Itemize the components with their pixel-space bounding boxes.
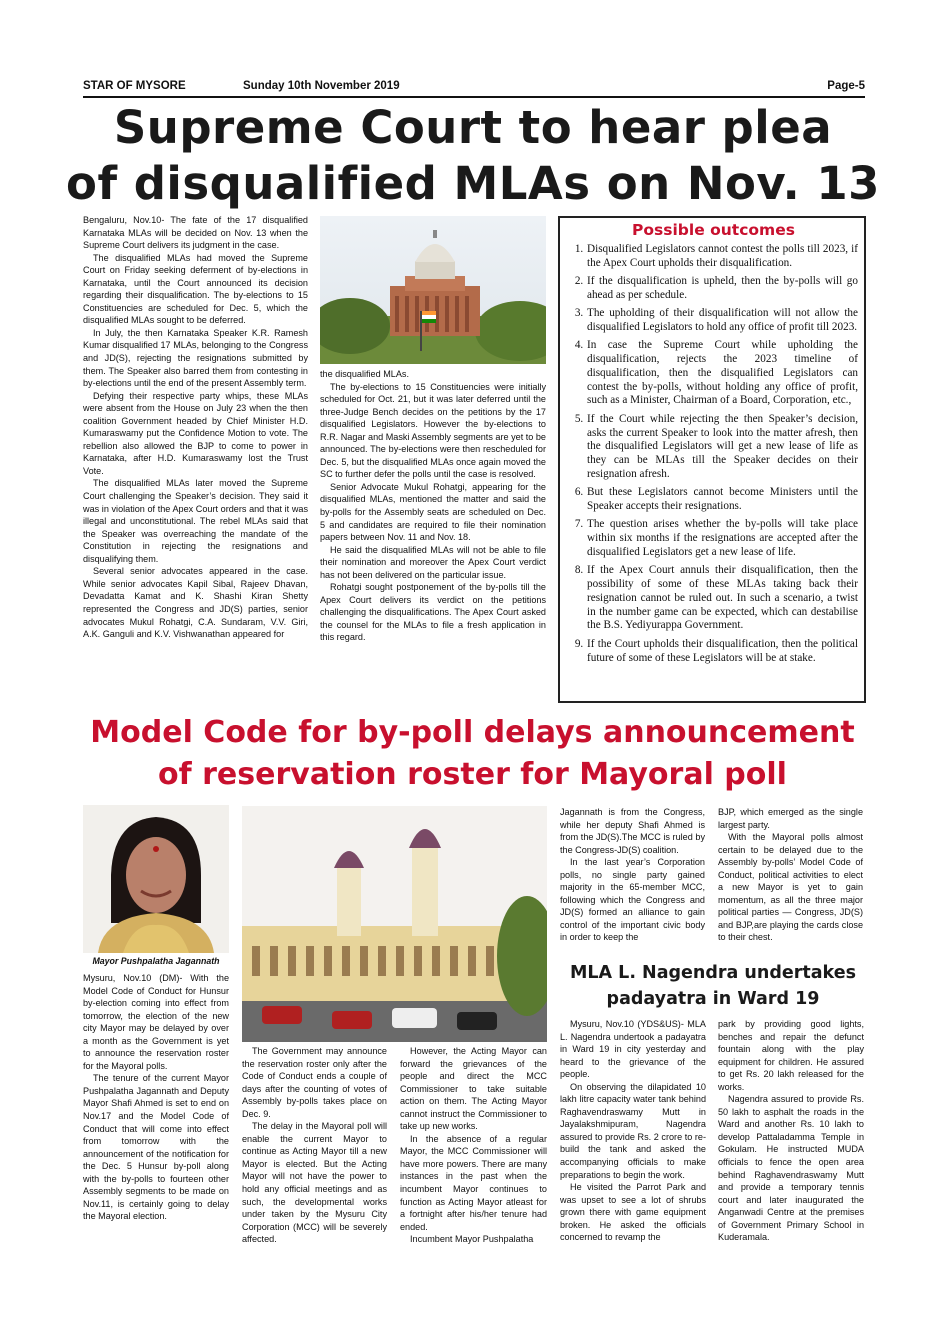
mayoral-story-column-1 <box>83 972 229 1272</box>
paragraph: The delay in the Mayoral poll will enable the current Mayor to continue as Acting Mayor till a new Mayor is elected. But the Acting Mayor will not have the power to hold any official meetings and as such, the developmental works under taken by the Mysuru City Corporation (MCC) will be severely affected. <box>242 1121 387 1245</box>
mayoral-story-column-4 <box>560 806 705 956</box>
paragraph: In July, the then Karnataka Speaker K.R. Ramesh Kumar disqualified 17 MLAs, belonging to the Congress and JD(S), rejecting the resignations submitted by them. The Speaker also barred them from contesting in by-elections until the end of the present Assembly term. <box>83 327 308 389</box>
outcome-item: 5. If the Court while rejecting the then Speaker’s decision, asks the current Speaker to look into the matter afresh, then the disqualified Legislators will get a new lease of life as they can be MLAs till the Speaker decides on their resignation afresh. <box>586 413 858 482</box>
padayatra-headline-line2: padayatra in Ward 19 <box>606 989 820 1009</box>
paragraph: Mysuru, Nov.10 (DM)- With the Model Code of Conduct for Hunsur by-election coming into effect from tomorrow, the election of the new city Mayor may be delayed by over a month as the Government is yet to announce the reservation roster for the Mayoral polls. <box>83 973 229 1071</box>
mayoral-poll-headline-line2: of reservation roster for Mayoral poll <box>158 757 787 792</box>
paragraph: the disqualified MLAs. <box>320 369 409 379</box>
mayor-photo-caption: Mayor Pushpalatha Jagannath <box>92 956 220 966</box>
main-headline-line2: of disqualified MLAs on Nov. 13 <box>66 157 880 210</box>
padayatra-story-column-1 <box>560 1018 706 1270</box>
mayoral-poll-headline <box>70 712 875 796</box>
paragraph: He said the disqualified MLAs will not be able to file their nomination and moreover the Apex Court verdict has not been delivered on the particular issue. <box>320 544 546 580</box>
paragraph: Senior Advocate Mukul Rohatgi, appearing for the disqualified MLAs, mentioned the matter and said the by-polls for the Assembly seats are scheduled on Dec. 5 and candidates are required to file their nomination papers between Nov. 11 and Nov. 18. <box>320 481 546 543</box>
paragraph: The Government may announce the reservation roster only after the Code of Conduct ends a couple of days after the counting of votes of Assembly by-polls takes place on Dec. 9. <box>242 1046 387 1119</box>
paragraph: Defying their respective party whips, these MLAs were absent from the House on July 23 when the then coalition Government headed by Chief Minister H.D. Kumaraswamy put the Confidence Motion to vote. The rebellion also allowed the BJP to come to power in Karnataka, after H.D. Kumaraswamy lost the Trust Vote. <box>83 390 308 476</box>
paper-name: STAR OF MYSORE <box>83 80 186 92</box>
outcome-item: 4. In case the Supreme Court while upholding the disqualification, rejects the 2023 timeline of disqualification, then the disqualified Legislators can contest the by-polls, without holding any office of profit, such as a Minister, Chairman of a Board, Corporation, etc., <box>586 339 858 408</box>
corporation-building-illustration <box>242 806 547 1042</box>
outcome-item: 1. Disqualified Legislators cannot contest the polls till 2023, if the Apex Court upholds their disqualification. <box>586 243 858 271</box>
padayatra-headline <box>555 960 871 1012</box>
paragraph: On observing the dilapidated 10 lakh litre capacity water tank behind Raghavendraswamy Mutt in Jayalakshmipuram, Nagendra assured to provide Rs. 2 crore to re-build the tank and asked the accompanying officials to make preparations to begin the work. <box>560 1081 706 1180</box>
page-number: Page-5 <box>827 80 865 92</box>
outcome-item: 7. The question arises whether the by-polls will take place within six months if the resignations are accepted after the disqualified Legislators get a new lease of life. <box>586 518 858 559</box>
outcome-item: 6. But these Legislators cannot become Ministers until the Speaker accepts their resignations. <box>586 486 858 514</box>
outcome-item: 9. If the Court upholds their disqualification, then the political future of some of these Legislators will be at stake. <box>586 638 858 666</box>
mayor-photo <box>83 805 229 953</box>
outcomes-list <box>569 243 858 665</box>
mayoral-poll-headline-line1: Model Code for by-poll delays announcement <box>90 715 855 750</box>
issue-date: Sunday 10th November 2019 <box>243 80 400 92</box>
paragraph: The tenure of the current Mayor Pushpalatha Jagannath and Deputy Mayor Shafi Ahmed is set to end on Nov.17 and the Model Code of Conduct that will come into effect from tomorrow with the announcement of the notification for the Dec. 5 Hunsur by-poll along with the by-polls to fourteen other Assembly segments to be made on Nov.11, is certainly going to delay the Mayoral election. <box>83 1073 229 1222</box>
paragraph: With the Mayoral polls almost certain to be delayed due to the Assembly by-polls’ Model Code of Conduct, political activities to elect a new Mayor is yet to gain momentum, as all the three major political parties — Congress, JD(S) and BJP,are playing the cards close to their chest. <box>718 832 863 943</box>
story1-column-2 <box>320 368 546 706</box>
main-headline <box>60 100 886 212</box>
outcome-item: 3. The upholding of their disqualification will not allow the disqualified Legislators to hold any office of profit till 2023. <box>586 307 858 335</box>
masthead-rule <box>83 96 865 98</box>
paragraph: Rohatgi sought postponement of the by-polls till the Apex Court delivers its verdict on the petitions challenging the disqualifications. The Apex Court asked the counsel for the MLAs to file a fresh application in this regard. <box>320 582 546 643</box>
paragraph: He visited the Parrot Park and was upset to see a lot of shrubs grown there with game equipment broken. He asked the officials concerned to revamp the <box>560 1182 706 1243</box>
story1-column-1 <box>83 214 308 704</box>
paragraph: In the absence of a regular Mayor, the MCC Commissioner will have more powers. There are many instances in the past when the incumbent Mayor continues to function as Acting Mayor atleast for a fortnight after his/her tenure had ended. <box>400 1133 547 1232</box>
paragraph: Jagannath is from the Congress, while her deputy Shafi Ahmed is from the JD(S).The MCC is ruled by the Congress-JD(S) coalition. <box>560 807 705 855</box>
paragraph: Several senior advocates appeared in the case. While senior advocates Kapil Sibal, Rajeev Dhavan, Devadatta Kamat and K. Shashi Kiran Shetty represented the Congress and JD(S) parties, senior advocates Mukul Rohatgi, C.A. Sundaram, V.V. Giri, A.K. Ganguli and K.V. Vishwanathan appeared for <box>83 566 308 640</box>
paragraph: BJP, which emerged as the single largest party. <box>718 807 863 830</box>
possible-outcomes-box <box>558 216 866 703</box>
masthead <box>83 80 865 96</box>
paragraph: In the last year’s Corporation polls, no single party gained majority in the 65-member MCC, following which the Congress and JD(S) formed an alliance to gain control of the important civic body in order to keep the <box>560 857 705 943</box>
mayoral-story-column-5 <box>718 806 863 956</box>
mayoral-story-column-2 <box>242 1045 387 1270</box>
paragraph: Bengaluru, Nov.10- The fate of the 17 disqualified Karnataka MLAs will be decided on Nov. 13 when the Supreme Court delivers its judgment in the case. <box>83 215 308 251</box>
paragraph: park by providing good lights, benches and repair the defunct fountain along with the play equipment for children. He assured to get Rs. 20 lakh released for the works. <box>718 1019 864 1092</box>
possible-outcomes-title: Possible outcomes <box>632 221 795 239</box>
paragraph: The disqualified MLAs later moved the Supreme Court challenging the Speaker’s decision. They said it was in violation of the Apex Court orders and that it was illegal and unconstitutional. The rebel MLAs said that the Speaker was overreaching the mandate of the Constitution in rejecting the resignations and disqualifying them. <box>83 478 308 564</box>
paragraph: The by-elections to 15 Constituencies were initially scheduled for Oct. 21, but it was later deferred until the three-Judge Bench decides on the petitions by the 17 disqualified Legislators. However the by-elections to R.R. Nagar and Maski Assembly segments are yet to be announced. The by-elections were then rescheduled for Dec. 5, but the disqualified MLAs once again moved the SC to further defer the polls until the case is resolved. <box>320 381 546 480</box>
paragraph: Mysuru, Nov.10 (YDS&US)- MLA L. Nagendra undertook a padayatra in Ward 19 in city yesterday and heard to the grievance of the people. <box>560 1019 706 1080</box>
padayatra-headline-line1: MLA L. Nagendra undertakes <box>569 963 857 983</box>
paragraph: The disqualified MLAs had moved the Supreme Court on Friday seeking deferment of by-elections in Karnataka, until the Court announced its decision regarding their disqualification. The by-elections to 15 Constituencies are scheduled for Dec. 5, which the disqualified MLAs sought to be deferred. <box>83 252 308 326</box>
paragraph: However, the Acting Mayor can forward the grievances of the people and direct the MCC Commissioner to take suitable action on them. The Acting Mayor cannot instruct the Commissioner to take up new works. <box>400 1046 547 1132</box>
outcome-item: 8. If the Apex Court annuls their disqualification, then the possibility of some of these MLAs taking back their resignation cannot be ruled out. In such a scenario, a twist in the number game can be expected, which can destabilise the B.S. Yediyurappa Government. <box>586 564 858 633</box>
city-corporation-photo <box>242 806 547 1042</box>
outcome-item: 2. If the disqualification is upheld, then the by-polls will go ahead as per schedule. <box>586 275 858 303</box>
paragraph: Incumbent Mayor Pushpalatha <box>410 1234 534 1245</box>
main-headline-line1: Supreme Court to hear plea <box>113 101 833 154</box>
supreme-court-photo <box>320 216 546 364</box>
paragraph: Nagendra assured to provide Rs. 50 lakh to asphalt the roads in the Ward and another Rs. 10 lakh to develop Pattaladamma Temple in Gokulam. He instructed MUDA officials to fence the open area behind Raghavendraswamy Mutt and provide a temporary tennis court and later inaugurated the Anganwadi Centre at the premises of Government Primary School in Kuderamala. <box>718 1094 864 1243</box>
supreme-court-illustration <box>320 216 546 364</box>
mayor-portrait <box>83 805 229 953</box>
mayoral-story-column-3 <box>400 1045 547 1270</box>
padayatra-story-column-2 <box>718 1018 864 1270</box>
